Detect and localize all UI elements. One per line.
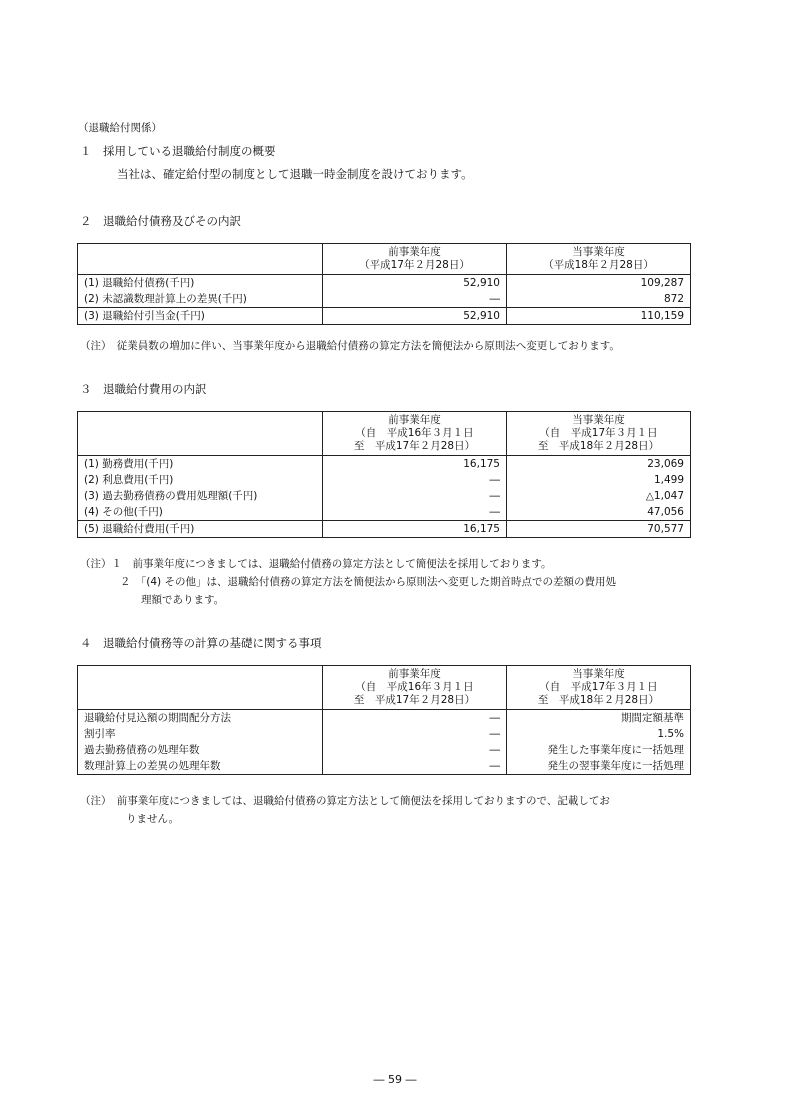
table-row-total: (3) 退職給付引当金(千円) 52,910 110,159 [78,308,691,325]
table-row: 過去勤務債務の処理年数 ― 発生した事業年度に一括処理 [78,742,691,758]
section-3-note-2: ２ 「(4) その他」は、退職給付債務の算定方法を簡便法から原則法へ変更した期首時点での差額の費用処 [120,576,616,588]
table-row-total: (5) 退職給付費用(千円) 16,175 70,577 [78,521,691,538]
header-prev: 前事業年度 （自 平成16年３月１日 至 平成17年２月28日） [323,666,507,710]
table-row: (2) 未認識数理計算上の差異(千円) ― 872 [78,291,691,308]
header-curr: 当事業年度 （平成18年２月28日） [507,244,691,275]
table-row: (4) その他(千円) ― 47,056 [78,504,691,521]
obligation-table [77,243,691,325]
table-row: (1) 勤務費用(千円) 16,175 23,069 [78,456,691,473]
section-4-note-2: りません。 [126,813,180,825]
header-blank [78,412,323,456]
section-3-note-2-cont: 理額であります。 [141,594,225,606]
table-row: (3) 過去勤務債務の費用処理額(千円) ― △1,047 [78,488,691,504]
section-2-note: （注） 従業員数の増加に伴い、当事業年度から退職給付債務の算定方法を簡便法から原則法へ変更しております。 [80,340,620,352]
basis-table [77,665,691,775]
header-blank [78,244,323,275]
section-2-heading: ２ 退職給付債務及びその内訳 [80,214,241,228]
section-4-heading: ４ 退職給付債務等の計算の基礎に関する事項 [80,636,322,650]
section-3-heading: ３ 退職給付費用の内訳 [80,382,207,396]
header-prev: 前事業年度 （自 平成16年３月１日 至 平成17年２月28日） [323,412,507,456]
section-3-note-1: （注）１ 前事業年度につきましては、退職給付債務の算定方法として簡便法を採用しております。 [80,558,552,570]
table-row: 数理計算上の差異の処理年数 ― 発生の翌事業年度に一括処理 [78,758,691,775]
section-4-note-1: （注） 前事業年度につきましては、退職給付債務の算定方法として簡便法を採用しておりますので、記載してお [80,795,610,807]
section-1-text: 当社は、確定給付型の制度として退職一時金制度を設けております。 [117,167,473,181]
header-prev: 前事業年度 （平成17年２月28日） [323,244,507,275]
table-row: 割引率 ― 1.5% [78,726,691,742]
page-number: ― 59 ― [373,1073,417,1086]
table-row: (2) 利息費用(千円) ― 1,499 [78,472,691,488]
table-row: 退職給付見込額の期間配分方法 ― 期間定額基準 [78,710,691,727]
header-curr: 当事業年度 （自 平成17年３月１日 至 平成18年２月28日） [507,412,691,456]
document-title: （退職給付関係） [78,122,162,134]
section-1-heading: １ 採用している退職給付制度の概要 [80,144,276,158]
header-blank [78,666,323,710]
table-row: (1) 退職給付債務(千円) 52,910 109,287 [78,275,691,292]
header-curr: 当事業年度 （自 平成17年３月１日 至 平成18年２月28日） [507,666,691,710]
cost-table [77,411,691,538]
